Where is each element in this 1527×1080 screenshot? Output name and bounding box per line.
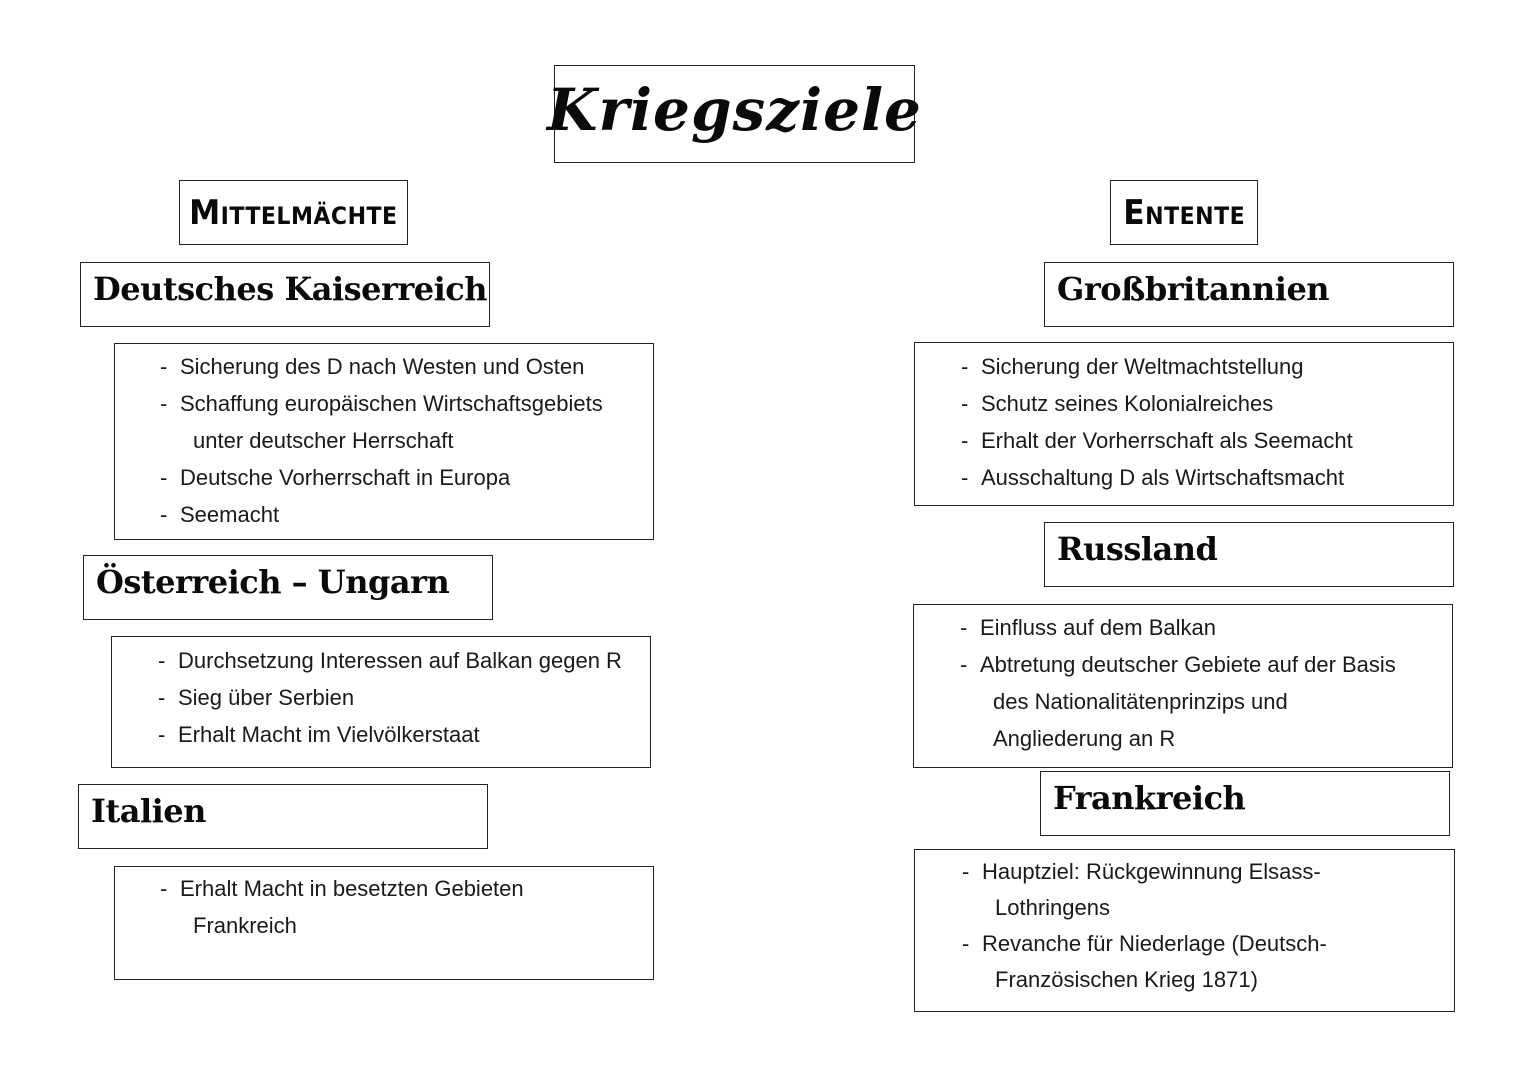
country-italien-name: Italien <box>91 791 206 830</box>
list-item: - Erhalt Macht in besetzten Gebieten Frankreich <box>160 870 524 944</box>
goals-russland-list <box>960 609 1396 757</box>
group-entente-box <box>1110 180 1258 245</box>
title-box <box>547 65 922 163</box>
list-item: - Seemacht <box>160 496 603 533</box>
list-item: - Einfluss auf dem Balkan <box>960 609 1396 646</box>
list-item: - Ausschaltung D als Wirtschaftsmacht <box>961 459 1353 496</box>
country-grossbritannien-name: Großbritannien <box>1057 269 1330 308</box>
goals-deutsches-kaiserreich-list <box>160 348 603 533</box>
list-item: - Schutz seines Kolonialreiches <box>961 385 1353 422</box>
goals-italien-list <box>160 870 524 944</box>
goals-frankreich-list <box>962 854 1327 998</box>
country-frankreich-box <box>1040 771 1450 836</box>
country-oesterreich-ungarn-box <box>83 555 493 620</box>
list-item: - Abtretung deutscher Gebiete auf der Basis des Nationalitätenprinzips und Angliederung an R <box>960 646 1396 757</box>
country-russland-name: Russland <box>1057 529 1218 568</box>
goals-oesterreich-ungarn-list <box>158 642 622 753</box>
list-item: - Erhalt Macht im Vielvölkerstaat <box>158 716 622 753</box>
group-entente-label: Entente <box>1123 192 1245 233</box>
country-russland-box <box>1044 522 1454 587</box>
country-oesterreich-ungarn-name: Österreich – Ungarn <box>96 562 450 601</box>
list-item: - Sicherung des D nach Westen und Osten <box>160 348 603 385</box>
list-item: - Sieg über Serbien <box>158 679 622 716</box>
list-item: - Sicherung der Weltmachtstellung <box>961 348 1353 385</box>
country-grossbritannien-box <box>1044 262 1454 327</box>
list-item: - Hauptziel: Rückgewinnung Elsass- Lothringens <box>962 854 1327 926</box>
country-frankreich-name: Frankreich <box>1053 778 1246 817</box>
list-item: - Erhalt der Vorherrschaft als Seemacht <box>961 422 1353 459</box>
page-title: Kriegsziele <box>547 76 922 144</box>
list-item: - Schaffung europäischen Wirtschaftsgebiets unter deutscher Herrschaft <box>160 385 603 459</box>
group-mittelmaechte-label: Mittelmächte <box>189 192 398 233</box>
country-italien-box <box>78 784 488 849</box>
group-mittelmaechte-box <box>179 180 408 245</box>
list-item: - Revanche für Niederlage (Deutsch- Französischen Krieg 1871) <box>962 926 1327 998</box>
list-item: - Deutsche Vorherrschaft in Europa <box>160 459 603 496</box>
goals-grossbritannien-list <box>961 348 1353 496</box>
country-deutsches-kaiserreich-box <box>80 262 490 327</box>
country-deutsches-kaiserreich-name: Deutsches Kaiserreich <box>93 269 487 308</box>
list-item: - Durchsetzung Interessen auf Balkan gegen R <box>158 642 622 679</box>
